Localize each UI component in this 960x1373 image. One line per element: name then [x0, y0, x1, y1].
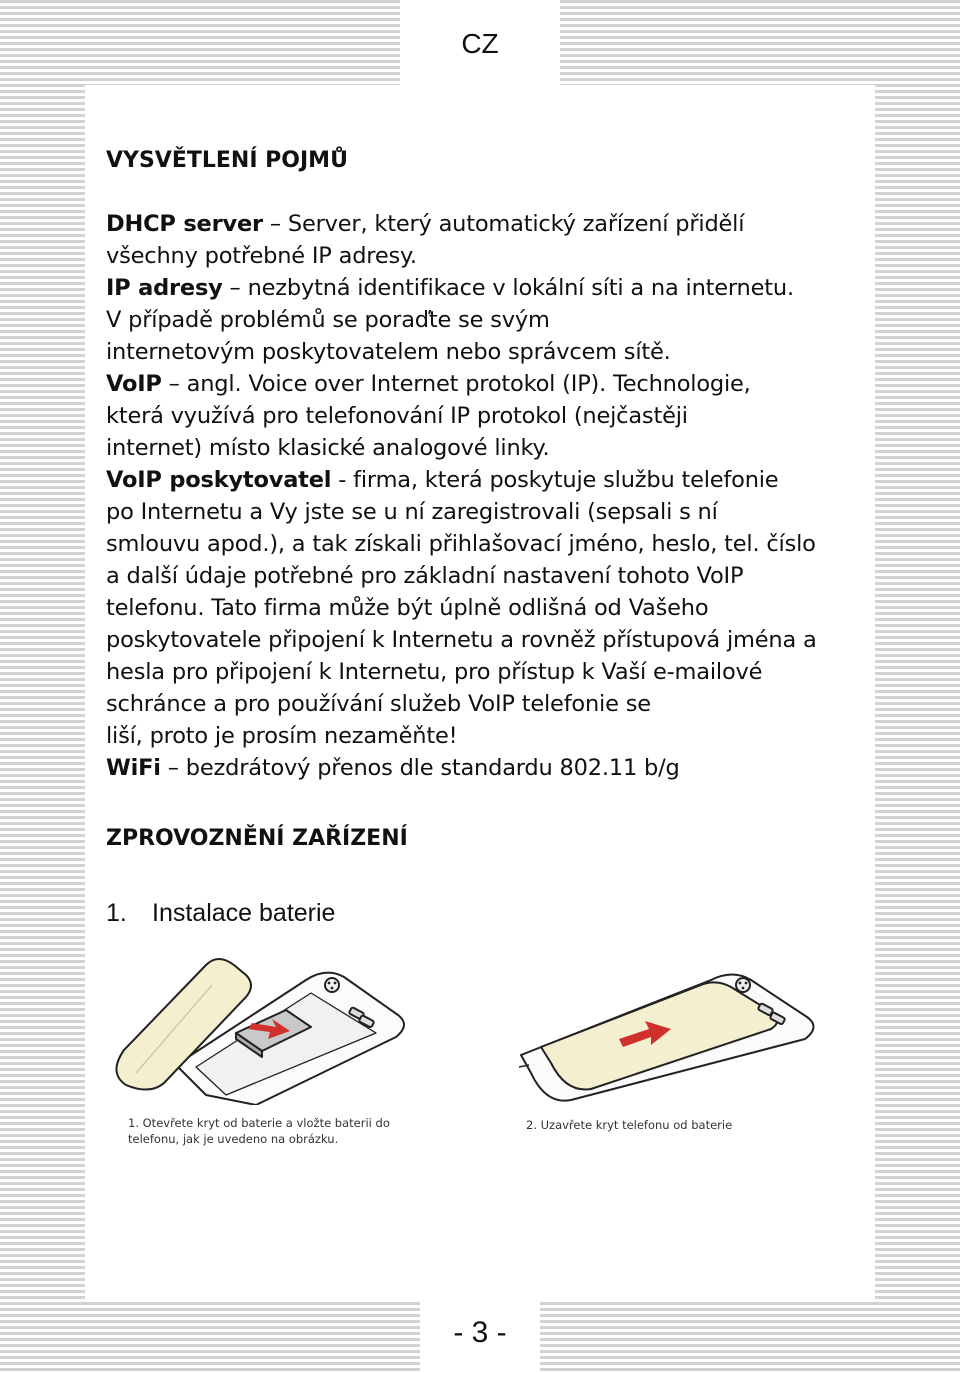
definition-text: smlouvu apod.), a tak získali přihlašovací jméno, heslo, tel. číslo	[106, 531, 816, 557]
definition-line	[106, 464, 866, 496]
definition-line	[106, 336, 866, 368]
definition-text: hesla pro připojení k Internetu, pro přístup k Vaší e-mailové	[106, 659, 763, 685]
definition-line	[106, 240, 866, 272]
definition-term: WiFi	[106, 755, 161, 781]
definitions-paragraph	[106, 208, 866, 784]
definition-text: poskytovatele připojení k Internetu a rovněž přístupová jména a	[106, 627, 817, 653]
definition-text: a další údaje potřebné pro základní nastavení tohoto VoIP	[106, 563, 744, 589]
document-content	[106, 146, 866, 928]
definition-text: která využívá pro telefonování IP protokol (nejčastěji	[106, 403, 688, 429]
step-number: 1.	[106, 899, 127, 927]
definition-text: po Internetu a Vy jste se u ní zaregistrovali (sepsali s ní	[106, 499, 718, 525]
language-label: CZ	[461, 28, 499, 59]
page-number: - 3 -	[453, 1316, 507, 1349]
definition-line	[106, 752, 866, 784]
definition-line	[106, 208, 866, 240]
definition-text: telefonu. Tato firma může být úplně odlišná od Vašeho	[106, 595, 709, 621]
definition-line	[106, 496, 866, 528]
definition-text: V případě problémů se poraďte se svým	[106, 307, 550, 333]
figure1-caption-line2: telefonu, jak je uvedeno na obrázku.	[128, 1132, 339, 1146]
step-label: Instalace baterie	[152, 899, 336, 927]
definition-line	[106, 528, 866, 560]
definition-line	[106, 560, 866, 592]
definition-text: internetovým poskytovatelem nebo správcem sítě.	[106, 339, 671, 365]
definition-line	[106, 400, 866, 432]
definition-text: všechny potřebné IP adresy.	[106, 243, 417, 269]
definition-text: – angl. Voice over Internet protokol (IP). Technologie,	[161, 371, 751, 397]
open-cover-illustration	[106, 955, 436, 1105]
definition-text: schránce a pro používání služeb VoIP telefonie se	[106, 691, 651, 717]
definition-line	[106, 368, 866, 400]
definition-text: – bezdrátový přenos dle standardu 802.11 b/g	[160, 755, 680, 781]
definition-line	[106, 624, 866, 656]
definition-line	[106, 592, 866, 624]
definition-text: - firma, která poskytuje službu telefonie	[331, 467, 779, 493]
definition-line	[106, 688, 866, 720]
battery-illustrations	[106, 955, 866, 1155]
definition-line	[106, 720, 866, 752]
definition-term: IP adresy	[106, 275, 223, 301]
section-title-setup: ZPROVOZNĚNÍ ZAŘÍZENÍ	[106, 826, 408, 851]
definition-line	[106, 656, 866, 688]
step-battery-install	[106, 898, 866, 928]
figure1-caption	[128, 1115, 390, 1147]
definition-term: VoIP	[106, 371, 162, 397]
definition-line	[106, 432, 866, 464]
definition-text: – Server, který automatický zařízení přidělí	[262, 211, 745, 237]
section-title-definitions: VYSVĚTLENÍ POJMŮ	[106, 148, 348, 173]
definition-term: VoIP poskytovatel	[106, 467, 332, 493]
definition-term: DHCP server	[106, 211, 263, 237]
definition-text: – nezbytná identifikace v lokální síti a na internetu.	[222, 275, 794, 301]
definition-line	[106, 272, 866, 304]
closed-cover-illustration	[511, 955, 851, 1105]
figure2-caption: 2. Uzavřete kryt telefonu od baterie	[526, 1118, 733, 1132]
definition-text: liší, proto je prosím nezaměňte!	[106, 723, 458, 749]
definition-line	[106, 304, 866, 336]
definition-text: internet) místo klasické analogové linky.	[106, 435, 550, 461]
figure1-caption-line1: 1. Otevřete kryt od baterie a vložte baterii do	[128, 1116, 390, 1130]
